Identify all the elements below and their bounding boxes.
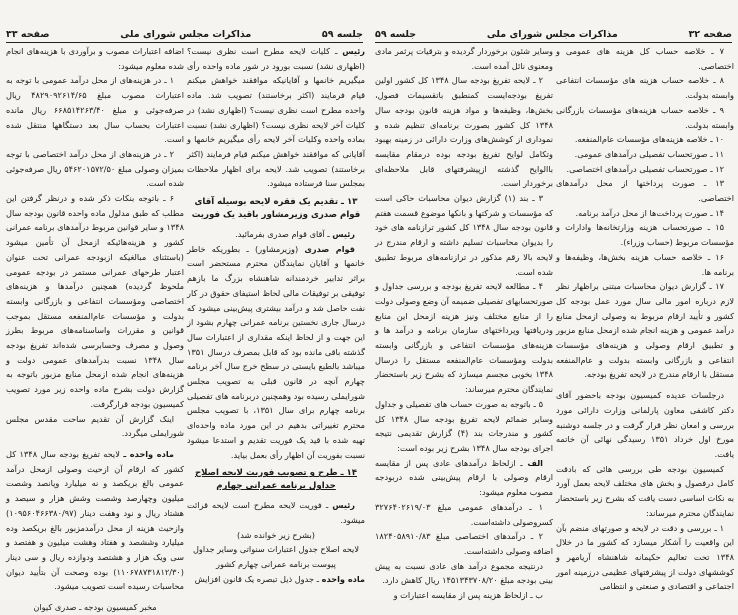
paragraph: ۱ ـ در هزینه‌های از محل درآمد عمومی با توجه به اعتبارات مصوب مبلغ ۴۸۲۹۰۹۲۶۱۴/۶۵ ریال صرفه‌جوئی و مبلغ ۶۶۸۵۱۴۲۶۳/۴۰ ریال مانده اعتبارات بحساب سال بعد دستگاهها منتقل شده است.: [6, 75, 184, 145]
left-session-label: جلسه ۵۹: [321, 29, 363, 40]
paragraph: درنتیجه مجموع درآمد های عادی نسبت به پیش بینی بودجه مبلغ ۱۴۵۱۳۴۳۷۰۸/۲۰ ریال کاهش دارد.: [375, 560, 553, 586]
signature: مخبر کمیسیون بودجه ـ صدری کیوان: [33, 602, 157, 613]
paragraph: اضافه اعتبارات مصوب و برآوردی با هزینه‌های انجام شده معلوم میشود:: [6, 46, 184, 71]
paragraph: وسایر شئون برخوردار گردیده و بترقیات پرثمر مادی ومعنوی نائل آمده است.: [375, 46, 553, 71]
left-page: [0, 0, 370, 613]
paragraph: رئیس ـ فوریت لایحه مطرح است لایحه قرائت میشود.: [187, 500, 365, 525]
paragraph: ۲ ـ لایحه تفریغ بودجه سال ۱۳۴۸ کل کشور اولین تفریغ بودجه‌ایست کمنطبق باتقسیمات فصول، بخش‌ها، وظیفه‌ها و مواد هزینه قانون بودجه سال ۱۳۴۸ کل کشور بصورت برنامه‌ای تنظیم شده و نموداری از کوشش‌های وزارت دارائی در زمینه بهبود وتکامل لوایح تفریغ بودجه بوده درمقام مقایسه باالوایح گذشته ازپیشرفتهای قابل ملاحظه‌ای برخوردار است.: [375, 75, 553, 189]
left-page-header: [6, 26, 363, 43]
paragraph: ماده واحده ـ لایحه تفریغ بودجه سال ۱۳۴۸ کل کشور که ارقام آن ازحیث وصولی ازمحل درآمد عمومی بالغ بریکصد و نه میلیارد وپانصد وشصت میلیون وچهارصد وشصت وشش هزار و سیصد و هشتاد ریال و نود وهفت دینار (۱۰۹۵۶۰۴۶۶۳۸۰/۹۷) وازحیث هزینه از محل درآمدمزبور بالغ بریکصد وده میلیارد وششصد و هفتاد وهشت میلیون و هفتصد و سی ویک هزار و هشتصد ودوازده ریال و سی دینار (۱۱۰۶۷۸۷۳۱۸۱۲/۳۰) بوده وصحت آن بتأیید دیوان محاسبات رسیده است تصویب میشود.: [6, 448, 184, 592]
paragraph: رئیس ـ آقای قوام صدری بفرمائید.: [235, 229, 355, 240]
list-item: ۱۴ ـ صورت پرداخت‌ها از محل درآمد برنامه.: [575, 207, 724, 218]
right-session-label: جلسه ۵۹: [375, 29, 417, 40]
list-item: ۱۲ ـ صورتحساب تفصیلی درآمدهای اختصاصی.: [566, 163, 724, 174]
paragraph: ب ـ ازلحاظ هزینه پس از مقایسه اعتبارات و: [393, 590, 543, 601]
paragraph: ۵ ـ باتوجه به صورت حساب های تفصیلی و جداول وسایر ضمائم لایحه تفریغ بودجه سال ۱۳۴۸ کل کشور و مندرجات بند (۴) گزارش تقدیمی نتیجه اجرای بودجه سال ۱۳۴۸ بشرح زیر بوده است:: [375, 398, 554, 453]
paragraph: ۲ ـ درآمدهای اختصاصی مبلغ ۱۸۲۴۰۵۸۹۱۰/۸۳ اضافه وصولی داشته‌است.: [375, 531, 553, 556]
right-page-header: [375, 26, 732, 43]
list-item: ۱۵ ـ صورتحساب هزینه وزارتخانه‌ها وادارات و مؤسسات مربوط (حساب وزراء).: [556, 222, 734, 248]
paragraph: ۶ ـ باتوجه بنکات ذکر شده و درنظر گرفتن این مطلب که طبق مدلول ماده واحده قانون بودجه سال ۱۳۴۸ و سایر قوانین مربوط درآمدهای برنامه عمرانی کشور و هزینه‌هائیکه ازمحل آن تأمین میشود (باستثنای مبالغیکه ازبودجه عمرانی تحت عنوان اعتبار طرحهای عمرانی مستمر در بودجه عمومی ملحوظ گردیده) همچنین درآمدها و هزینه‌های اختصاصی ومؤسسات انتفاعی و بازرگانی وابسته بدولت و مؤسسات عام‌المنفعه مستقل بموجب قوانین و مقررات واساسنامه‌های مربوط بطرز وصول و مصرف وحسابرسی شده‌اند تفریغ بودجه سال ۱۳۴۸ نسبت بدرآمدهای عمومی دولت و هزینه‌های انجام شده ازمحل منابع مزبور باتوجه به گزارش دولت بشرح ماده واحده زیر مورد تصویب کمیسیون بودجه قرارگرفت.: [6, 193, 184, 409]
section-heading: ۱۳ ـ تقدیم یک فقره لایحه بوسیله آقای قوام صدری وزیرمشاور باقید یک فوریت: [191, 197, 361, 221]
paragraph: ۳ ـ بند (۱) گزارش دیوان محاسبات حاکی است که مؤسسات و شرکتها و بانکها موضوع قسمت هفتم قانون بودجه سال ۱۳۴۸ کل کشور ترازنامه های خود را بدیوان محاسبات تسلیم داشته و ارقام مندرج در لایحه بالا رقم مذکور در ترازنامه‌های مربوط تطبیق شده است.: [375, 193, 553, 277]
paragraph: درجلسات عدیده کمیسیون بودجه باحضور آقای دکتر کاشفی معاون پارلمانی وزارت دارائی مورد بررسی و امعان نظر قرار گرفت و در جلسه دوشنبه مورخ اول خرداد ۱۳۵۱ رسیدگی نهائی آن خاتمه یافت.: [556, 390, 734, 459]
list-item: ۱۰ ـ خلاصه هزینه‌های مؤسسات عام‌المنفعه.: [574, 134, 724, 145]
right-page-column-left: [375, 44, 553, 603]
paragraph: کمیسیون بودجه طی بررسی هائی که بادقت کامل درفصول و بخش های مختلف لایحه بعمل آورد به نکات اساسی دست یافت که بشرح زیر باستحضار نمایندگان محترم میرساند:: [556, 463, 734, 518]
paragraph: ماده واحده ـ جدول ذیل تبصره یک قانون افزایش: [194, 573, 365, 584]
paragraph: ۱ ـ درآمدهای عمومی مبلغ ۳۲۷۶۴۰۲۶۱۹/۰۳ کسروصولی داشته‌است.: [375, 501, 553, 527]
article-label: ماده واحده ـ: [123, 448, 174, 459]
list-item: ۱۱ ـ صورتحساب تفصیلی درآمدهای عمومی.: [574, 148, 724, 159]
right-page-number: صفحه ۳۲: [688, 29, 732, 40]
list-item: ۸ ـ خلاصه حساب هزینه های مؤسسات انتفاعی وابسته بدولت.: [556, 75, 734, 101]
list-item: ۹ ـ خلاصه حساب هزینه‌های مؤسسات بازرگانی وابسته بدولت.: [556, 104, 734, 130]
speaker-label: قوام صدری: [304, 243, 356, 254]
right-header-title: مذاکرات مجلس شورای ملی: [486, 29, 618, 40]
speaker-label: رئیس: [332, 229, 355, 240]
paragraph: ۲ ـ در هزینه‌های از محل درآمد اختصاصی با توجه بمیزان وصولی مبلغ ۵۴۶۲۰۱۵۷۲/۵۰ ریال صرفه‌جوئی شده است.: [6, 148, 184, 189]
paragraph: ۱ ـ بررسی و دقت در لایحه و صورتهای منضم بآن این واقعیت را آشکار میسازد که کشور ما در خلال ۱۳۴۸ تحت تعالیم حکیمانه شاهنشاه آریامهر و کوششهای دولت از پیشرفتهای عظیمی درزمینه امور اجتماعی و اقتصادی و صنعتی و انتظامی: [556, 522, 734, 592]
speaker-label: رئیس: [342, 46, 365, 56]
left-header-title: مذاکرات مجلس شورای ملی: [120, 29, 252, 40]
stage-direction: (بشرح زیر خوانده شد): [237, 529, 315, 540]
list-item: ۱۳ ـ صورت پرداختها از محل درآمدهای اختصاصی.: [556, 178, 734, 204]
left-page-number: صفحه ۳۳: [6, 29, 50, 40]
paragraph: قوام صدری (وزیرمشاور) ـ بطوریکه خاطر خانمها و آقایان نمایندگان محترم مستحضر است براثر تدابیر خردمندانه شاهنشاه بزرگ ما بازهم توفیقی بر توفیقات مالی لحاظ استیفای حقوق در کار نفت حاصل شد و درآمد بیشتری پیش‌بینی میشود که درسال جاری نخستین برنامه عمرانی چهارم بشود از این جهت و از لحاظ اینکه مقداری از اعتبارات سال گذشته باقی مانده بود که قابل بمصرف درسال ۱۳۵۱ میباشد بالطبع بایستی در سطح خرج سال آخر برنامه چهارم آنچه در قانون قبلی به تصویب مجلس شورایملی رسیده بود وهمچنین دربرنامه های تفصیلی برنامه چهارم برای سال ۱۳۵۱، با تصویب مجلس محترم تغییراتی بدهیم در این مورد ماده واحده‌ای تهیه شده با قید یک فوریت تقدیم و استدعا میشود نسبت بفوریت آن اظهار رأی بعمل بیاید.: [187, 243, 365, 460]
article-label: ماده واحده: [321, 573, 365, 584]
section-heading: ۱۴ ـ طرح و تصویب فوریت لایحه اصلاح جداول برنامه عمرانی چهارم: [194, 468, 358, 492]
list-item: ۱۶ ـ خلاصه حساب هزینه بخش‌ها، وظیفه‌ها و برنامه ها.: [556, 251, 734, 277]
speaker-label: رئیس: [332, 500, 355, 511]
list-item: ۱۷ ـ گزارش دیوان محاسبات مبتنی براظهار نظر لازم درباره امور مالی سال مورد عمل بودجه کل کشور و تأیید ارقام مربوط به وصولی ازمحل منابع درآمد عمومی و هزینه انجام شده ازمحل منابع مزبور و تطبیق ارقام وصولی و هزینه‌های مؤسسات انتفاعی و بازرگانی وابسته بدولت و عام‌المنفعه مستقل با ارقام مندرج در لایحه تفریغ بودجه.: [556, 281, 734, 380]
paragraph: اینک گزارش آن تقدیم ساحت مقدس مجلس شورایملی میگردد.: [6, 413, 184, 439]
paragraph: رئیس ـ کلیات لایحه مطرح است نظری نیست؟ (اظهاری نشد) نسبت بورود در شور ماده واحده رأی میگیریم خانمها و آقایانیکه موافقند خواهش میکنم قیام فرمایند (اکثر برخاستند) تصویب شد. ماده واحده مطرح است نظری نیست؟ (اظهاری نشد) در کلیات آخر لایحه نظری نیست؟ (اظهاری نشد) نسبت بماده واحده وکلیات آخر لایحه رأی میگیریم خانمها و آقایانی که موافقند خواهش میکنم قیام فرمایند (اکثر برخاستند) تصویب شد. لایحه برای اظهار ملاحظات بمجلس سنا فرستاده میشود.: [187, 46, 365, 189]
right-page: [369, 0, 738, 600]
left-page-column-left: [187, 44, 365, 587]
left-page-column-right: [6, 44, 184, 615]
paragraph: الف ـ ازلحاظ درآمدهای عادی پس از مقایسه ارقام وصولی با ارقام پیش‌بینی شده دربودجه مصوب معلوم میشود:: [375, 457, 553, 498]
list-item: ۷ ـ خلاصه حساب کل هزینه های عمومی و اختصاصی.: [556, 46, 734, 71]
bill-title: لایحه اصلاح جدول اعتبارات سنواتی وسایر جداول پیوست برنامه عمرانی چهارم کشور: [192, 544, 359, 570]
section-label: الف: [527, 457, 543, 468]
right-page-column-right: [556, 44, 734, 594]
paragraph: ۴ ـ مطالعه لایحه تفریغ بودجه و بررسی جداول و صورتحسابهای تفصیلی ضمیمه آن وضع وصولی دولت را از منابع مختلف ونیز هزینه ازمحل این منابع ودریافتها وپرداختهای سازمان برنامه و درآمد ها و هزینه‌های مؤسسات انتفاعی و بازرگانی وابسته بدولت ومؤسسات عام‌المنفعه مستقل را درسال ۱۳۴۸ بخوبی مجسم میسازد که بشرح زیر باستحضار نمایندگان محترم میرساند:: [374, 281, 553, 395]
